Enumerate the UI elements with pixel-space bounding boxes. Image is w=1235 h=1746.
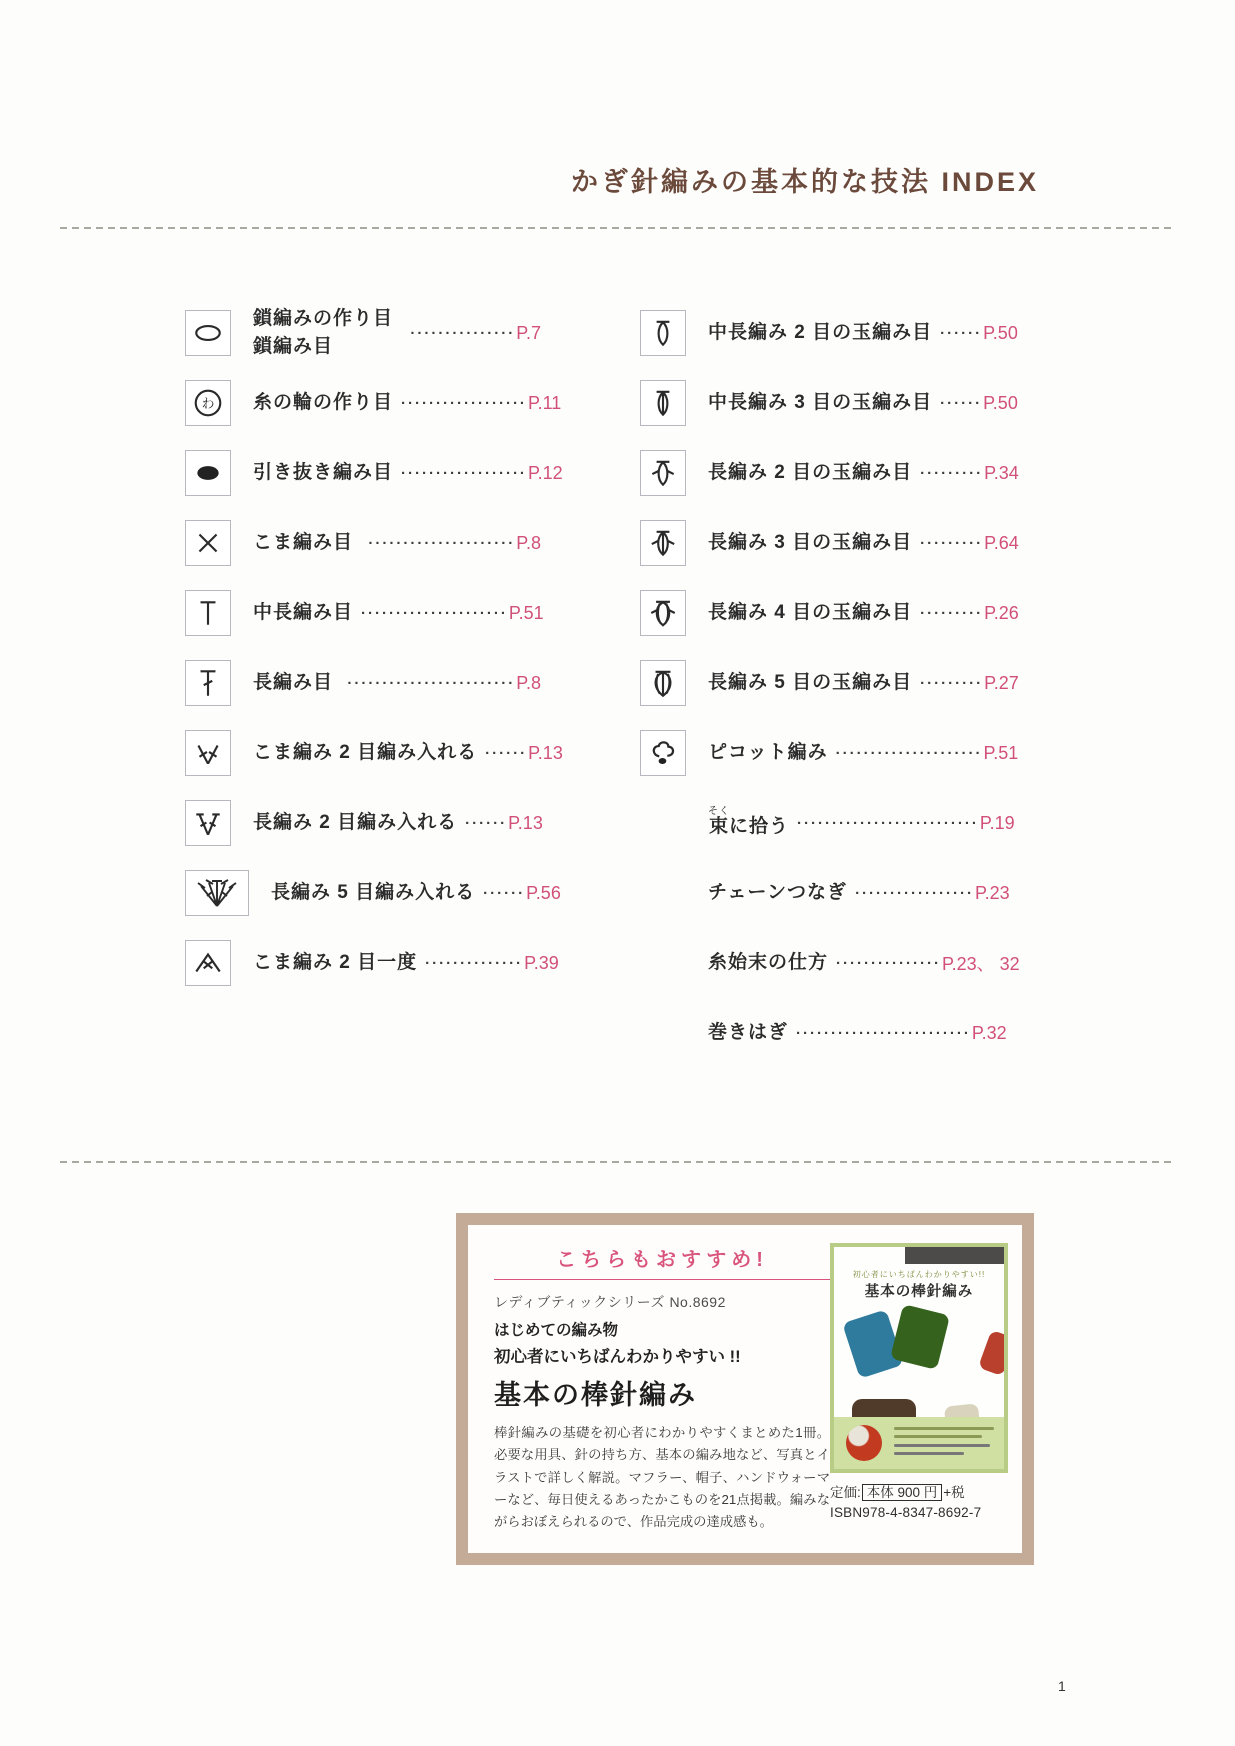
- leader-dots: ··············: [425, 954, 524, 972]
- dc-3-bobble-icon: [640, 520, 686, 566]
- index-entry-label: 長編み目: [253, 672, 334, 694]
- index-entry-label: こま編み 2 目編み入れる: [253, 742, 478, 764]
- page-reference: P.8: [516, 532, 541, 553]
- page-reference: P.8: [516, 672, 541, 693]
- index-entry-label: 長編み 4 目の玉編み目: [708, 602, 913, 624]
- index-row: [185, 788, 541, 858]
- cover-bottom-band: [834, 1417, 1004, 1469]
- sc-2-in-one-icon: [185, 730, 231, 776]
- page-reference: P.26: [984, 602, 1019, 623]
- promo-header: こちらもおすすめ!: [494, 1243, 830, 1280]
- index-row: [640, 438, 1019, 508]
- leader-dots: ··················: [401, 394, 527, 412]
- page-reference: P.50: [983, 322, 1018, 343]
- sc-2-together-icon: [185, 940, 231, 986]
- leader-dots: ··················: [401, 464, 527, 482]
- index-entry-label: 長編み 2 目の玉編み目: [708, 462, 913, 484]
- index-row: [640, 788, 1015, 858]
- hdc-3-bobble-icon: [640, 380, 686, 426]
- index-row: [185, 578, 544, 648]
- leader-dots: ······: [483, 884, 526, 902]
- no-symbol-spacer: [640, 1010, 686, 1056]
- no-symbol-spacer: [640, 800, 686, 846]
- book-cover-thumbnail: [830, 1243, 1008, 1473]
- price-suffix: +税: [943, 1485, 965, 1500]
- svg-text:わ: わ: [201, 395, 215, 411]
- no-symbol-spacer: [640, 870, 686, 916]
- promo-series: レディブティックシリーズ No.8692: [494, 1294, 726, 1310]
- index-entry-label: 束そくに拾う: [708, 805, 790, 837]
- leader-dots: ·········: [920, 674, 984, 692]
- divider-bottom: [60, 1161, 1175, 1163]
- dc-5-bobble-icon: [640, 660, 686, 706]
- index-entry-label: 長編み 5 目の玉編み目: [708, 672, 913, 694]
- page-reference: P.13: [528, 742, 563, 763]
- cover-small-text-line: [894, 1427, 994, 1430]
- page-reference: P.32: [971, 1022, 1007, 1043]
- leader-dots: ···············: [410, 324, 516, 342]
- slip-stitch-icon: [185, 450, 231, 496]
- page-reference: P.23: [974, 882, 1010, 903]
- leader-dots: ······: [485, 744, 528, 762]
- promo-cover-column: [830, 1243, 1012, 1539]
- price-label: 定価:: [830, 1485, 861, 1500]
- index-row: [640, 298, 1018, 368]
- page-reference: P.27: [984, 672, 1019, 693]
- index-entry-label: 長編み 2 目編み入れる: [253, 812, 458, 834]
- leader-dots: ·········: [920, 534, 984, 552]
- single-crochet-icon: [185, 520, 231, 566]
- cover-small-text-line: [894, 1452, 964, 1455]
- page-reference: P.50: [983, 392, 1018, 413]
- page-reference: P.11: [527, 392, 562, 413]
- cover-small-text-line: [894, 1444, 990, 1447]
- dc-2-bobble-icon: [640, 450, 686, 496]
- index-row: [640, 998, 1007, 1068]
- index-entry-label: こま編み目: [253, 532, 354, 554]
- index-row: [640, 508, 1019, 578]
- index-row: [185, 438, 563, 508]
- leader-dots: ···············: [836, 954, 941, 972]
- index-left-column: [185, 298, 563, 998]
- page-number: 1: [1058, 1678, 1066, 1694]
- page-reference: P.12: [527, 462, 563, 483]
- chain-stitch-icon: [185, 310, 231, 356]
- promo-book-title: 基本の棒針編み: [494, 1380, 697, 1410]
- page-reference: P.51: [508, 602, 544, 623]
- index-entry-label: 巻きはぎ: [708, 1022, 789, 1044]
- page-reference: P.34: [984, 462, 1019, 483]
- leader-dots: ······: [465, 814, 508, 832]
- price-line: [830, 1481, 1012, 1501]
- index-row: [185, 648, 541, 718]
- promo-description: 棒針編みの基礎を初心者にわかりやすくまとめた1冊。必要な用具、針の持ち方、基本の編み地など、写真とイラストで詳しく解説。マフラー、帽子、ハンドウォーマーなど、毎日使えるあったかこものを21点掲載。編みながらおぼえられるので、作品完成の達成感も。: [494, 1425, 830, 1530]
- page-reference: P.56: [526, 882, 561, 903]
- yarn-ball-icon: [846, 1425, 882, 1461]
- index-row: [640, 858, 1010, 928]
- index-entry-label: 鎖編みの作り目 鎖編み目: [253, 308, 394, 357]
- page-title: かぎ針編みの基本的な技法 INDEX: [570, 167, 1039, 197]
- index-row: [640, 578, 1019, 648]
- leader-dots: ··························: [797, 814, 979, 832]
- index-row: [185, 718, 563, 788]
- page-reference: P.64: [984, 532, 1019, 553]
- leader-dots: ························: [347, 674, 516, 692]
- promo-subtitle-1: はじめての編み物: [494, 1322, 619, 1339]
- cover-top-band: [905, 1247, 1004, 1264]
- page-reference: P.51: [983, 742, 1019, 763]
- page-reference: P.19: [979, 812, 1015, 833]
- promo-subtitle-2: 初心者にいちばんわかりやすい !!: [494, 1348, 741, 1366]
- page-reference: P.23、 32: [941, 954, 1020, 974]
- index-entry-label: 中長編み目: [253, 602, 354, 624]
- index-entry-label: 長編み 5 目編み入れる: [271, 882, 476, 904]
- divider-top: [60, 227, 1175, 229]
- hdc-2-bobble-icon: [640, 310, 686, 356]
- promo-box: [456, 1213, 1034, 1565]
- cover-title: 基本の棒針編み: [864, 1284, 974, 1300]
- dc-5-in-one-icon: [185, 870, 249, 916]
- index-entry-label: 中長編み 2 目の玉編み目: [708, 322, 933, 344]
- index-entry-label: こま編み 2 目一度: [253, 952, 418, 974]
- price-boxed-value: 本体 900 円: [862, 1484, 943, 1501]
- index-entry-label: 中長編み 3 目の玉編み目: [708, 392, 933, 414]
- index-entry-label: 長編み 3 目の玉編み目: [708, 532, 913, 554]
- leader-dots: ·····················: [361, 604, 508, 622]
- index-row: [640, 368, 1018, 438]
- index-right-column: [640, 298, 1020, 1068]
- index-row: [185, 928, 559, 998]
- dc-4-bobble-icon: [640, 590, 686, 636]
- cover-tagline: 初心者にいちばんわかりやすい!!: [852, 1270, 986, 1279]
- cover-small-text-line: [894, 1435, 982, 1438]
- yarn-ring-icon: [185, 380, 231, 426]
- leader-dots: ·························: [796, 1024, 971, 1042]
- picot-icon: [640, 730, 686, 776]
- index-entry-label: チェーンつなぎ: [708, 882, 848, 904]
- index-row: [640, 718, 1019, 788]
- leader-dots: ·····················: [835, 744, 983, 762]
- leader-dots: ······: [940, 324, 983, 342]
- leader-dots: ·················: [855, 884, 974, 902]
- cover-photo-red-knit: [978, 1330, 1008, 1376]
- index-row: [185, 368, 562, 438]
- index-entry-label: 引き抜き編み目: [253, 462, 394, 484]
- isbn-line: ISBN978-4-8347-8692-7: [830, 1505, 982, 1520]
- no-symbol-spacer: [640, 940, 686, 986]
- leader-dots: ·····················: [368, 534, 516, 552]
- index-entry-label: ピコット編み: [708, 742, 828, 764]
- dc-2-in-one-icon: [185, 800, 231, 846]
- index-row: [185, 508, 541, 578]
- index-row: [640, 928, 1020, 998]
- promo-text-column: [494, 1243, 830, 1539]
- double-crochet-icon: [185, 660, 231, 706]
- index-entry-label: 糸始末の仕方: [708, 952, 829, 974]
- index-entry-label: 糸の輪の作り目: [253, 392, 394, 414]
- page-reference: P.39: [524, 952, 559, 973]
- index-row: [185, 858, 561, 928]
- leader-dots: ······: [940, 394, 983, 412]
- half-double-crochet-icon: [185, 590, 231, 636]
- cover-photo-green-knit: [890, 1304, 950, 1370]
- page-reference: P.13: [508, 812, 543, 833]
- leader-dots: ·········: [920, 604, 984, 622]
- index-row: [640, 648, 1019, 718]
- index-row: [185, 298, 541, 368]
- page-reference: P.7: [516, 322, 541, 343]
- leader-dots: ·········: [920, 464, 984, 482]
